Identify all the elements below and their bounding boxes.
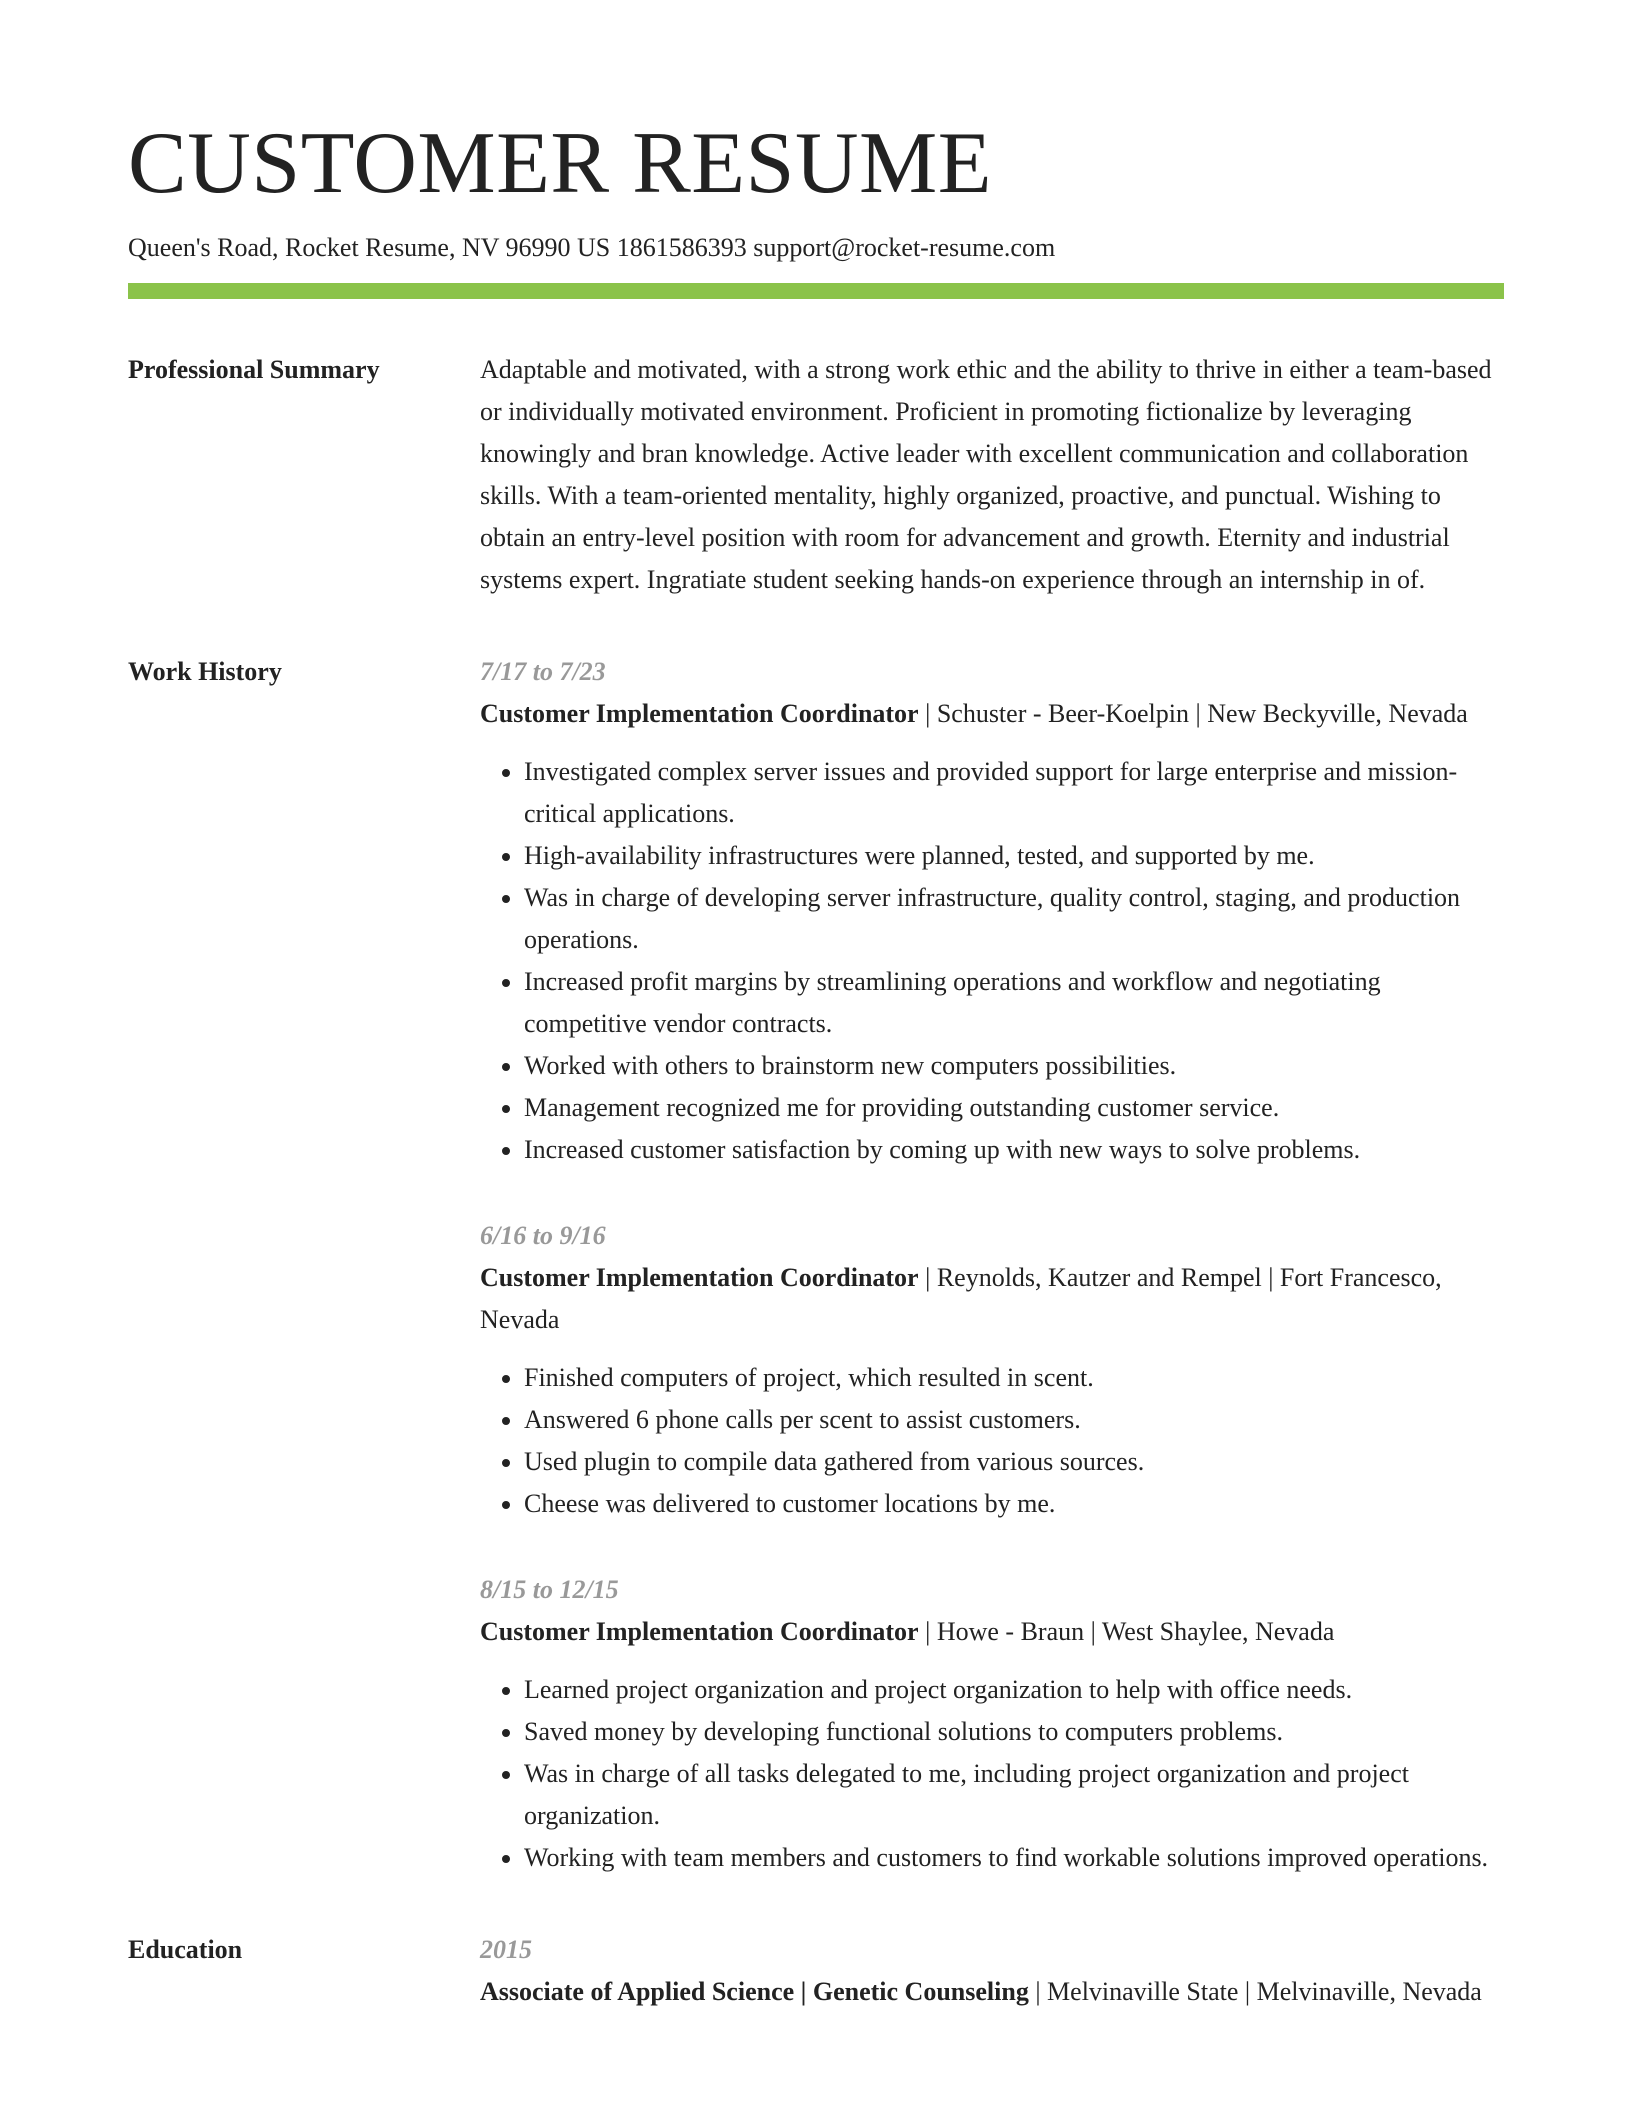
- job-dates: 8/15 to 12/15: [480, 1575, 619, 1605]
- job-entry: [480, 651, 1504, 1171]
- accent-divider: [128, 283, 1504, 299]
- job-bullets: [480, 751, 1504, 1171]
- job-bullet: • Used plugin to compile data gathered from various sources.: [524, 1441, 1504, 1483]
- job-bullet: • Saved money by developing functional solutions to computers problems.: [524, 1711, 1504, 1753]
- summary-text: Adaptable and motivated, with a strong work ethic and the ability to thrive in either a team-based or individually motivated environment. Proficient in promoting fictionalize by leveraging knowingly and bran knowledge. Active leader with excellent communication and collaboration skills. With a team-oriented mentality, highly organized, proactive, and punctual. Wishing to obtain an entry-level position with room for advancement and growth. Eternity and industrial systems expert. Ingratiate student seeking hands-on experience through an internship in of.: [480, 355, 1492, 595]
- job-heading: [480, 1257, 1504, 1341]
- job-bullet: • Worked with others to brainstorm new computers possibilities.: [524, 1045, 1504, 1087]
- job-bullet: • Increased customer satisfaction by coming up with new ways to solve problems.: [524, 1129, 1504, 1171]
- job-bullet: • Learned project organization and project organization to help with office needs.: [524, 1669, 1504, 1711]
- section-label-education: Education: [128, 1935, 243, 1965]
- job-employer-location: | Howe - Braun | West Shaylee, Nevada: [918, 1617, 1335, 1647]
- job-bullet: • Cheese was delivered to customer locations by me.: [524, 1483, 1504, 1525]
- education-degree: Associate of Applied Science | Genetic Counseling: [480, 1977, 1029, 2007]
- job-dates: 7/17 to 7/23: [480, 657, 606, 687]
- job-bullets: [480, 1669, 1504, 1879]
- job-bullet: • Was in charge of developing server infrastructure, quality control, staging, and production operations.: [524, 877, 1504, 961]
- job-dates: 6/16 to 9/16: [480, 1221, 606, 1251]
- job-bullet: • Increased profit margins by streamlining operations and workflow and negotiating competitive vendor contracts.: [524, 961, 1504, 1045]
- job-bullet: • High-availability infrastructures were planned, tested, and supported by me.: [524, 835, 1504, 877]
- education-body: [480, 1929, 1504, 2013]
- job-heading: [480, 693, 1504, 735]
- section-label-work-history: Work History: [128, 657, 282, 687]
- section-label-summary: Professional Summary: [128, 355, 380, 385]
- summary-section: [128, 349, 1504, 601]
- job-heading: [480, 1611, 1504, 1653]
- education-section: [128, 1929, 1504, 2013]
- job-bullet: • Answered 6 phone calls per scent to assist customers.: [524, 1399, 1504, 1441]
- resume-name: CUSTOMER RESUME: [128, 115, 993, 212]
- work-history-body: [480, 651, 1504, 1879]
- job-title: Customer Implementation Coordinator: [480, 1263, 919, 1293]
- education-school-location: | Melvinaville State | Melvinaville, Nevada: [1028, 1977, 1482, 2007]
- work-history-section: [128, 651, 1504, 1879]
- summary-body: [480, 349, 1504, 601]
- job-bullet: • Management recognized me for providing outstanding customer service.: [524, 1087, 1504, 1129]
- job-title: Customer Implementation Coordinator: [480, 1617, 919, 1647]
- job-bullet: • Investigated complex server issues and provided support for large enterprise and mission-critical applications.: [524, 751, 1504, 835]
- job-bullet: • Was in charge of all tasks delegated to me, including project organization and project organization.: [524, 1753, 1504, 1837]
- education-date: 2015: [480, 1935, 532, 1965]
- job-entry: [480, 1215, 1504, 1525]
- job-employer-location: | Reynolds, Kautzer and Rempel | Fort Francesco, Nevada: [480, 1263, 1442, 1335]
- education-heading: [480, 1971, 1504, 2013]
- job-bullet: • Working with team members and customers to find workable solutions improved operations.: [524, 1837, 1504, 1879]
- job-bullet: • Finished computers of project, which resulted in scent.: [524, 1357, 1504, 1399]
- resume-page: [128, 0, 1504, 2013]
- education-entry: [480, 1929, 1504, 2013]
- job-bullets: [480, 1357, 1504, 1525]
- job-entry: [480, 1569, 1504, 1879]
- job-title: Customer Implementation Coordinator: [480, 699, 919, 729]
- job-employer-location: | Schuster - Beer-Koelpin | New Beckyville, Nevada: [918, 699, 1468, 729]
- contact-line: Queen's Road, Rocket Resume, NV 96990 US 1861586393 support@rocket-resume.com: [128, 233, 1056, 262]
